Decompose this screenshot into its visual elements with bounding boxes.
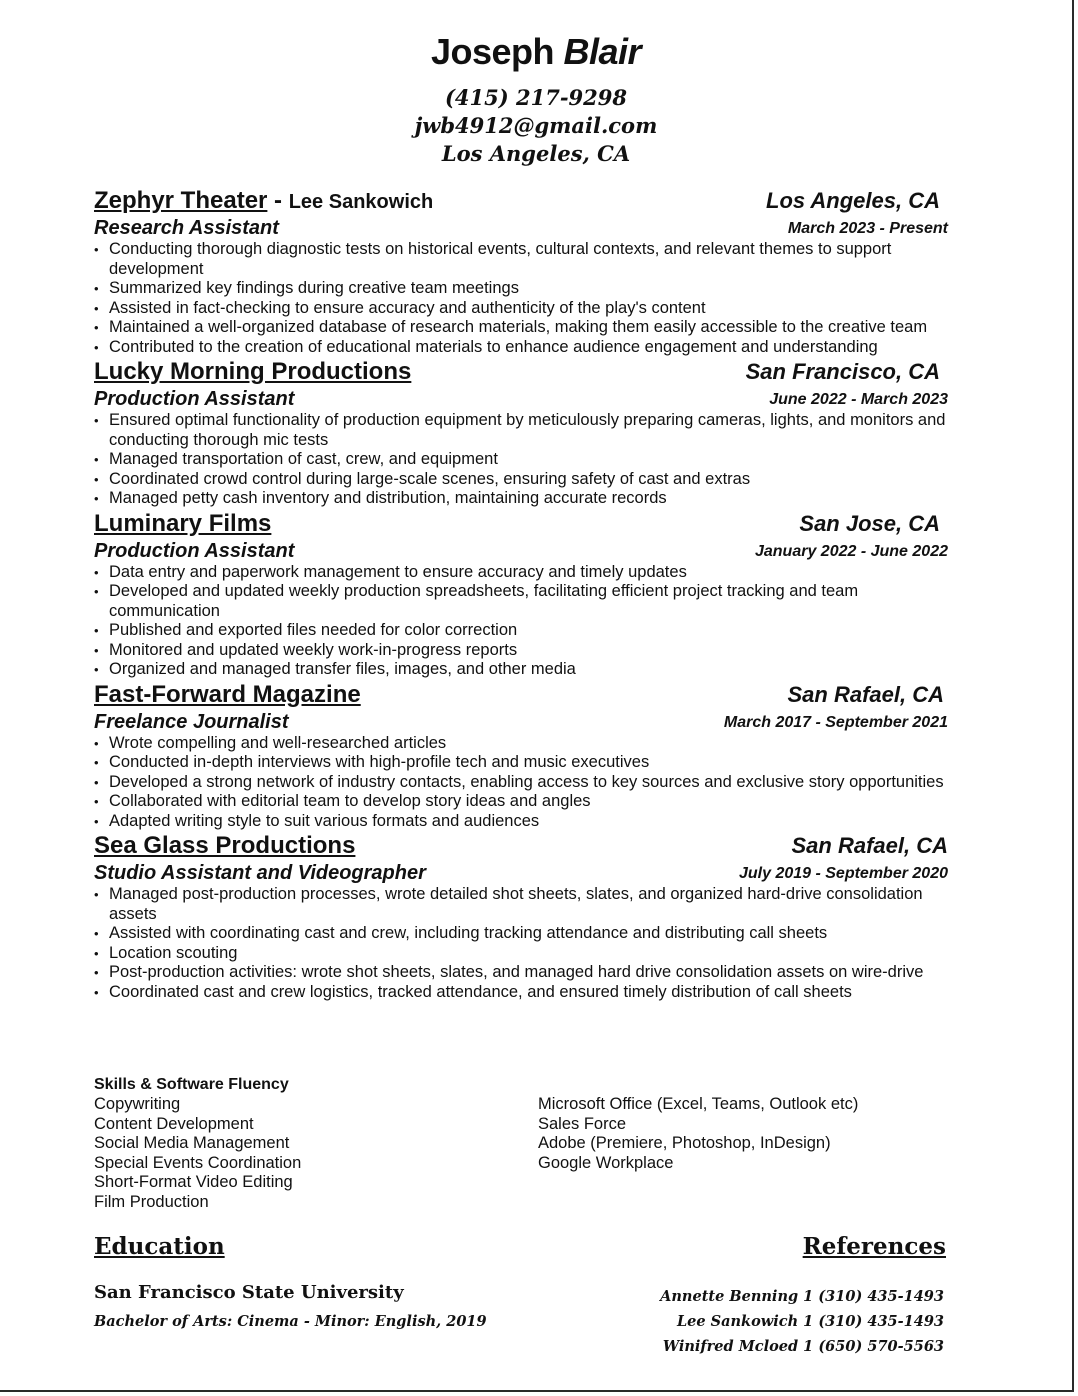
job-entry	[94, 186, 948, 357]
reference-item: Winifred Mcloed 1 (650) 570-5563	[662, 1338, 944, 1355]
job-dates: July 2019 - September 2020	[738, 865, 948, 882]
bullet-item: • Location scouting	[94, 944, 948, 964]
degree: Bachelor of Arts: Cinema - Minor: English, 2019	[94, 1313, 487, 1330]
candidate-name	[0, 30, 1072, 74]
job-role: Production Assistant	[94, 539, 295, 562]
bullet-item: • Managed transportation of cast, crew, and equipment	[94, 450, 948, 470]
skill-item: Copywriting	[94, 1095, 181, 1113]
bullet-item: • Coordinated crowd control during large-scale scenes, ensuring safety of cast and extras	[94, 470, 948, 490]
bullet-item: • Ensured optimal functionality of production equipment by meticulously preparing cameras, lights, and monitors and conducting thorough mic tests	[94, 411, 948, 450]
skills-section	[94, 1075, 954, 1211]
bullet-item: • Data entry and paperwork management to ensure accuracy and timely updates	[94, 563, 948, 583]
skill-item: Film Production	[94, 1192, 209, 1211]
references-list	[660, 1284, 944, 1359]
bullet-item: • Monitored and updated weekly work-in-progress reports	[94, 641, 948, 661]
bullet-item: • Maintained a well-organized database of research materials, making them easily accessible to the creative team	[94, 318, 948, 338]
bullet-item: • Post-production activities: wrote shot sheets, slates, and managed hard drive consolidation assets on wire-drive	[94, 963, 948, 983]
skills-right-column	[538, 1095, 858, 1173]
bullet-item: • Managed petty cash inventory and distribution, maintaining accurate records	[94, 489, 948, 509]
job-bullets	[94, 885, 948, 1002]
bullet-item: • Assisted with coordinating cast and crew, including tracking attendance and distributing call sheets	[94, 924, 948, 944]
skills-left-column	[94, 1095, 301, 1212]
bullet-item: • Published and exported files needed for color correction	[94, 621, 948, 641]
job-role: Production Assistant	[94, 388, 295, 410]
skill-item: Microsoft Office (Excel, Teams, Outlook etc)	[538, 1095, 859, 1113]
company-name: Zephyr Theater - Lee Sankowich	[94, 186, 433, 217]
job-location: San Jose, CA	[799, 510, 940, 536]
job-entry	[94, 680, 948, 832]
skill-item: Content Development	[94, 1114, 254, 1133]
phone-number: (415) 217-9298	[444, 85, 628, 110]
bullet-item: • Collaborated with editorial team to develop story ideas and angles	[94, 792, 948, 812]
job-location: San Rafael, CA	[787, 681, 944, 707]
job-location: Los Angeles, CA	[766, 188, 940, 213]
job-dates: June 2022 - March 2023	[769, 391, 948, 408]
bullet-item: • Summarized key findings during creative team meetings	[94, 279, 948, 299]
bullet-item: • Conducted in-depth interviews with high-profile tech and music executives	[94, 753, 948, 773]
contact-block	[0, 84, 1072, 168]
references-title: References	[802, 1233, 946, 1260]
bullet-item: • Developed a strong network of industry contacts, enabling access to key sources and exclusive story opportunities	[94, 773, 948, 793]
company-name: Fast-Forward Magazine	[94, 680, 361, 708]
job-role: Research Assistant	[94, 217, 279, 239]
job-entry	[94, 831, 948, 1002]
company-contact: Lee Sankowich	[288, 191, 434, 213]
bullet-item: • Coordinated cast and crew logistics, tracked attendance, and ensured timely distribution of call sheets	[94, 983, 948, 1003]
bullet-item: • Developed and updated weekly production spreadsheets, facilitating efficient project tracking and team communication	[94, 582, 948, 621]
bullet-item: • Wrote compelling and well-researched articles	[94, 734, 948, 754]
bullet-item: • Adapted writing style to suit various formats and audiences	[94, 812, 948, 832]
job-dates: March 2017 - September 2021	[723, 713, 948, 731]
job-dates: January 2022 - June 2022	[754, 542, 948, 560]
bullet-item: • Conducting thorough diagnostic tests on historical events, cultural contexts, and relevant themes to support development	[94, 240, 948, 279]
job-bullets	[94, 734, 948, 832]
email-address: jwb4912@gmail.com	[414, 113, 658, 138]
education-title: Education	[94, 1233, 225, 1260]
home-location: Los Angeles, CA	[441, 141, 631, 166]
company-name: Sea Glass Productions	[94, 832, 356, 859]
bullet-item: • Organized and managed transfer files, images, and other media	[94, 660, 948, 680]
job-bullets	[94, 563, 948, 680]
bullet-item: • Contributed to the creation of educational materials to enhance audience engagement and understanding	[94, 338, 948, 358]
skill-item: Special Events Coordination	[94, 1153, 302, 1172]
skill-item: Social Media Management	[94, 1134, 290, 1152]
company-name: Luminary Films	[94, 509, 272, 537]
last-name: Blair	[563, 31, 642, 72]
job-location: San Francisco, CA	[745, 359, 940, 384]
experience-section	[94, 186, 948, 1002]
job-location: San Rafael, CA	[791, 833, 948, 858]
skill-item: Sales Force	[538, 1114, 627, 1133]
job-role: Studio Assistant and Videographer	[94, 862, 426, 884]
company-name: Lucky Morning Productions	[94, 358, 412, 385]
skills-title: Skills & Software Fluency	[94, 1076, 289, 1093]
school-name: San Francisco State University	[94, 1282, 404, 1303]
job-bullets	[94, 411, 948, 509]
job-role: Freelance Journalist	[94, 710, 289, 733]
skill-item: Adobe (Premiere, Photoshop, InDesign)	[538, 1134, 831, 1152]
job-entry	[94, 509, 948, 680]
job-bullets	[94, 240, 948, 357]
reference-item: Annette Benning 1 (310) 435-1493	[660, 1288, 944, 1305]
resume-header	[0, 0, 1072, 168]
first-name: Joseph	[430, 31, 554, 72]
company-separator: -	[267, 187, 289, 214]
skill-item: Short-Format Video Editing	[94, 1173, 293, 1191]
job-entry	[94, 357, 948, 509]
job-dates: March 2023 - Present	[787, 220, 948, 237]
bullet-item: • Managed post-production processes, wrote detailed shot sheets, slates, and organized hard-drive consolidation assets	[94, 885, 948, 924]
skill-item: Google Workplace	[538, 1153, 674, 1172]
bullet-item: • Assisted in fact-checking to ensure accuracy and authenticity of the play's content	[94, 299, 948, 319]
reference-item: Lee Sankowich 1 (310) 435-1493	[676, 1313, 944, 1330]
